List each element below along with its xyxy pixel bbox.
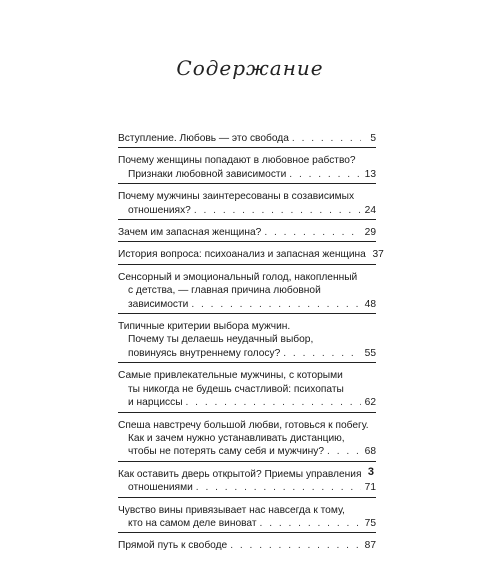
toc-entry-text: Самые привлекательные мужчины, с которыми (118, 370, 343, 382)
toc-entry (118, 320, 376, 363)
toc-entry-text: Как и зачем нужно устанавливать дистанцию, (128, 432, 345, 444)
toc-entry (118, 539, 376, 554)
toc-entry-line (118, 347, 376, 360)
toc-entry-line (118, 432, 376, 445)
toc-entry (118, 190, 376, 220)
toc-entry-line (118, 383, 376, 396)
toc-entry (118, 369, 376, 412)
toc-entry-text: Сенсорный и эмоциональный голод, накопленный (118, 271, 358, 283)
page-title: Содержание (176, 56, 324, 80)
toc-entry-text: Прямой путь к свободе (118, 540, 228, 552)
toc-entry-line (118, 154, 376, 167)
toc-entry-line (118, 539, 376, 552)
toc-entry-line (118, 284, 376, 297)
toc-leader-dots (327, 445, 361, 458)
toc-entry-text: с детства, — главная причина любовной (128, 285, 321, 297)
toc-entry-line (118, 517, 376, 530)
toc-entry-text: кто на самом деле виноват (128, 517, 257, 529)
table-of-contents (118, 132, 384, 561)
toc-entry-line (118, 271, 376, 284)
toc-entry (118, 271, 376, 314)
toc-page-number: 37 (372, 249, 384, 261)
toc-entry-line (118, 369, 376, 382)
toc-entry-line (118, 468, 376, 481)
page-number: 3 (367, 466, 374, 478)
toc-leader-dots (186, 396, 361, 409)
toc-entry (118, 468, 376, 498)
toc-entry-line (118, 419, 376, 432)
toc-entry-text: и нарциссы (128, 397, 183, 409)
toc-entry-text: Почему женщины попадают в любовное рабство? (118, 155, 356, 167)
toc-page-number: 48 (364, 298, 376, 310)
toc-leader-dots (194, 204, 361, 217)
toc-entry-line (118, 320, 376, 333)
toc-page-number: 5 (370, 133, 376, 144)
toc-entry-text: отношениях? (128, 204, 191, 216)
toc-entry-line (118, 226, 376, 239)
toc-leader-dots (264, 226, 361, 239)
toc-entry (118, 248, 384, 264)
toc-entry-text: Признаки любовной зависимости (128, 168, 287, 180)
toc-page-number: 62 (364, 397, 376, 409)
toc-entry-text: Зачем им запасная женщина? (118, 227, 262, 239)
toc-entry-text: Почему мужчины заинтересованы в созависимых (118, 191, 355, 203)
toc-entry-line (118, 298, 376, 311)
toc-entry-text: Почему ты делаешь неудачный выбор, (128, 334, 314, 346)
toc-entry (118, 419, 376, 462)
toc-entry-text: повинуясь внутреннему голосу? (128, 347, 281, 359)
toc-entry-line (118, 248, 384, 261)
toc-leader-dots (230, 539, 361, 552)
toc-entry-line (118, 445, 376, 458)
toc-entry-line (118, 168, 376, 181)
toc-entry-text: ты никогда не будешь счастливой: психопаты (128, 383, 344, 395)
toc-page-number: 71 (364, 482, 376, 494)
toc-entry-text: Чувство вины привязывает нас навсегда к тому, (118, 504, 345, 516)
toc-page-number: 29 (364, 227, 376, 239)
toc-entry-text: Типичные критерии выбора мужчин. (118, 321, 291, 333)
toc-leader-dots (292, 132, 361, 145)
toc-entry-text: История вопроса: психоанализ и запасная женщина (118, 249, 366, 261)
toc-entry (118, 504, 376, 534)
toc-entry-text: зависимости (128, 298, 189, 310)
toc-entry-line (118, 132, 376, 145)
toc-entry-text: Вступление. Любовь — это свобода (118, 133, 289, 144)
toc-leader-dots (191, 298, 361, 311)
toc-entry-line (118, 190, 376, 203)
toc-entry-text: отношениями (128, 482, 193, 494)
toc-entry (118, 226, 376, 242)
toc-page-number: 87 (364, 540, 376, 552)
toc-entry-line (118, 504, 376, 517)
toc-page-number: 75 (364, 517, 376, 529)
toc-entry-text: Как оставить дверь открытой? Приемы управления (118, 468, 362, 480)
toc-page-number: 55 (364, 347, 376, 359)
toc-entry-line (118, 396, 376, 409)
toc-page-number: 68 (364, 446, 376, 458)
toc-entry-text: чтобы не потерять саму себя и мужчину? (128, 446, 325, 458)
toc-page-number: 13 (364, 168, 376, 180)
toc-leader-dots (283, 347, 361, 360)
toc-entry-line (118, 204, 376, 217)
toc-entry-text: Спеша навстречу большой любви, готовься к побегу. (118, 419, 369, 431)
toc-entry (118, 132, 376, 148)
toc-leader-dots (260, 517, 361, 530)
toc-leader-dots (196, 481, 361, 494)
toc-entry-line (118, 333, 376, 346)
toc-leader-dots (289, 168, 361, 181)
toc-page-number: 24 (364, 204, 376, 216)
toc-entry-line (118, 481, 376, 494)
toc-entry (118, 154, 376, 184)
